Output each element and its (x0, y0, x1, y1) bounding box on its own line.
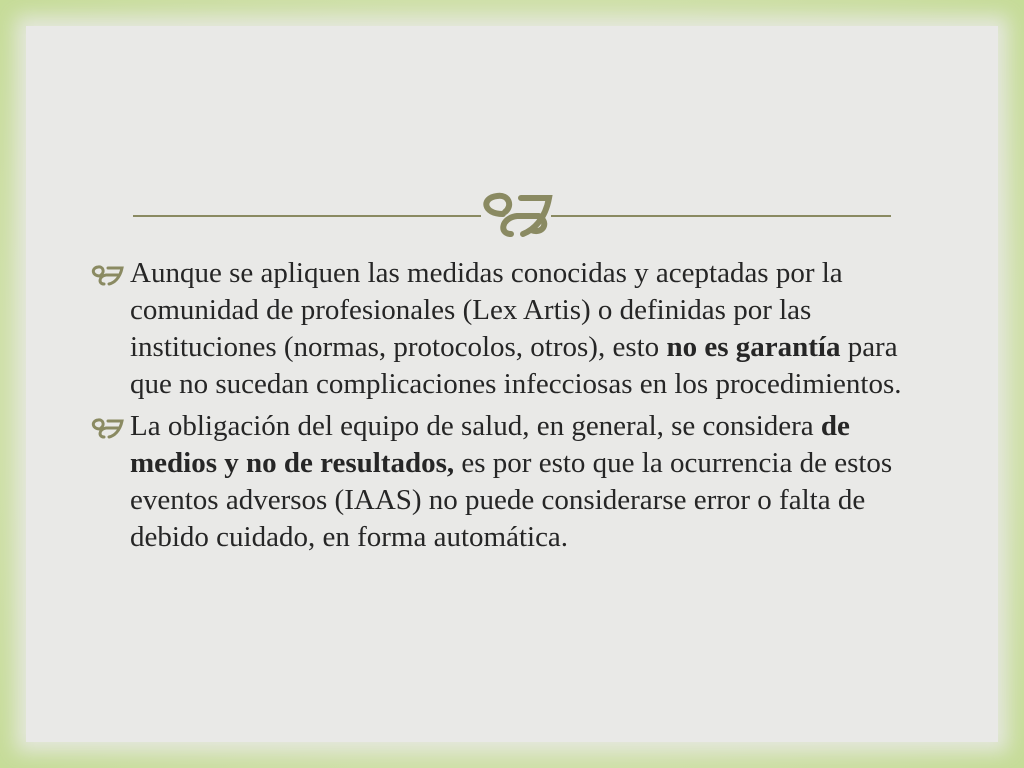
title-divider (133, 172, 891, 262)
scroll-flourish-bullet-icon (88, 264, 126, 286)
bullet-text (130, 410, 892, 553)
bullet-text-emphasis: de medios y no de resultados, (130, 410, 850, 479)
bullet-text-segment: es por esto que la ocurrencia de estos eventos adversos (IAAS) no puede considerarse error o falta de debido cuidado, en forma automática. (130, 447, 893, 553)
bullet-text-segment: Aunque se apliquen las medidas conocidas y aceptadas por la comunidad de profesionales (Lex Artis) o definidas por las instituciones (normas, protocolos, otros), esto (130, 257, 843, 363)
bullet-item (88, 255, 908, 403)
bullet-list (88, 255, 908, 561)
scroll-flourish-icon (133, 172, 891, 262)
bullet-text-segment: La obligación del equipo de salud, en general, se considera (130, 410, 821, 442)
bullet-text-segment: para que no sucedan complicaciones infecciosas en los procedimientos. (130, 331, 902, 400)
bullet-text-emphasis: no es garantía (666, 331, 841, 363)
scroll-flourish-bullet-icon (88, 417, 126, 439)
bullet-item (88, 408, 908, 556)
bullet-text (130, 257, 901, 400)
